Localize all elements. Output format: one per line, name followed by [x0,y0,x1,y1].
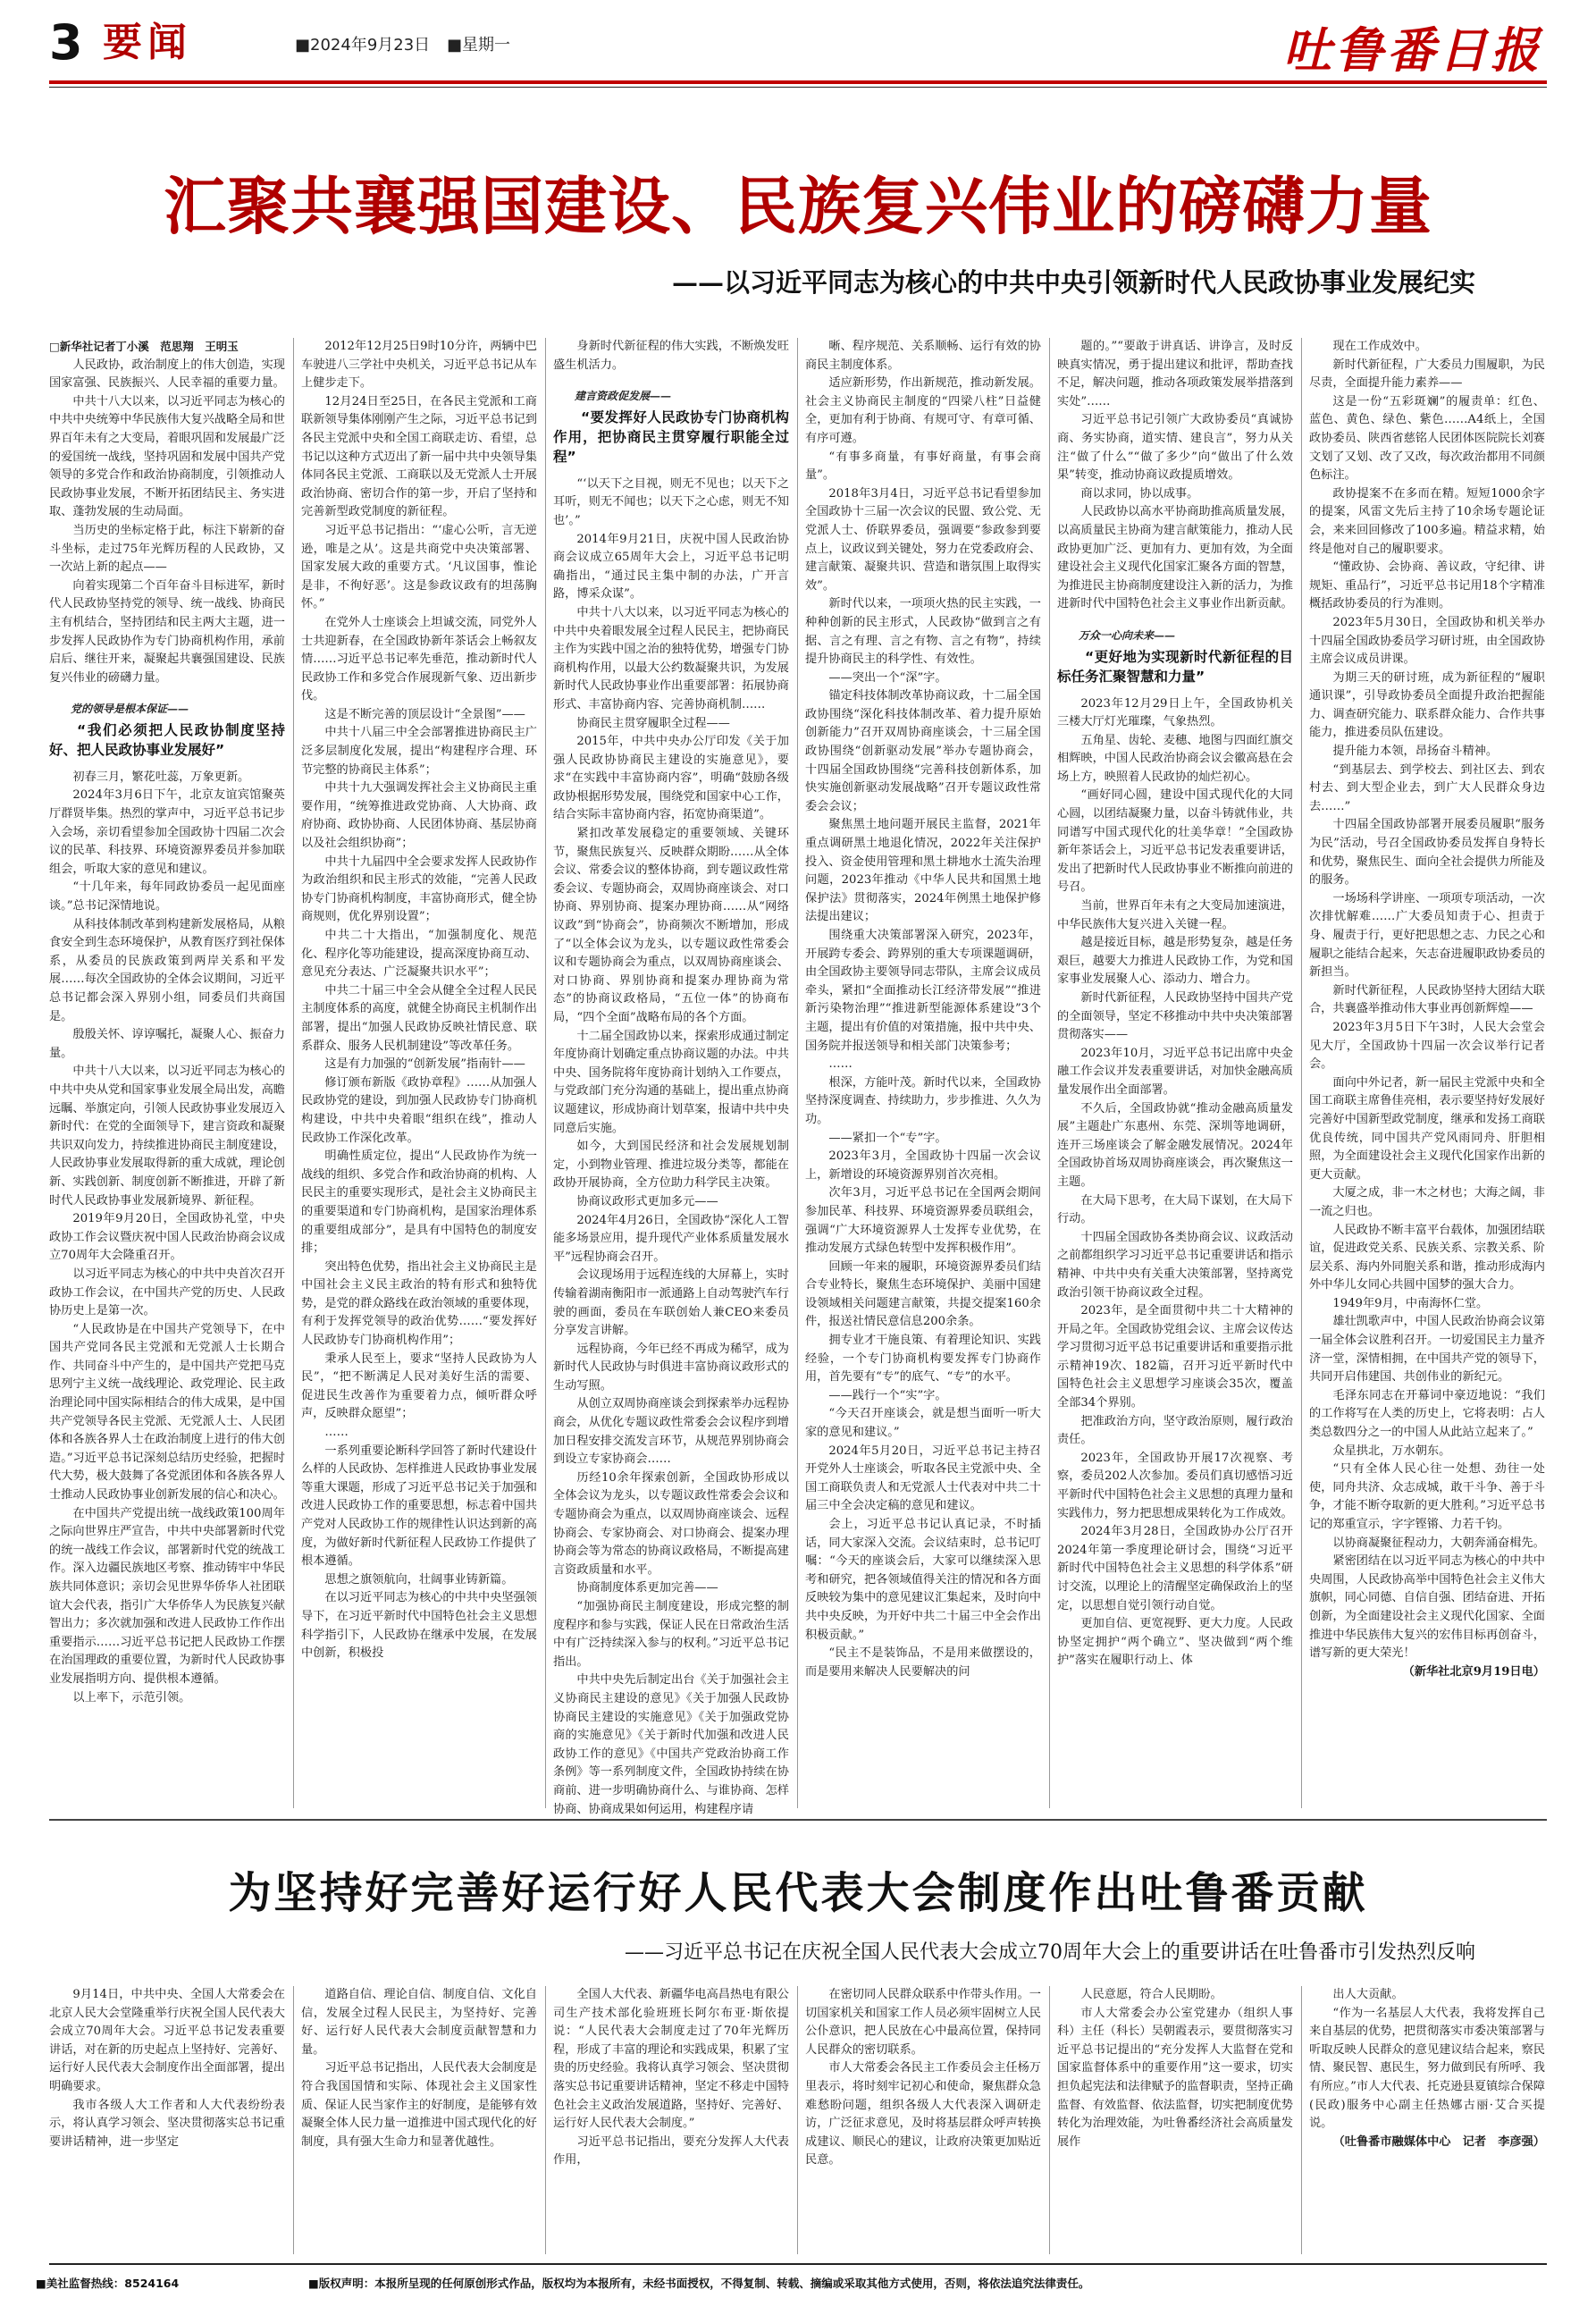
paragraph: 根深，方能叶茂。新时代以来，全国政协坚持深度调查、持续助力，步步推进、久久为功。 [805,1075,1041,1126]
paragraph: 思想之旗领航向，壮阔事业铸新篇。 [324,1572,514,1587]
paragraph: 2023年12月29日上午，全国政协机关三楼大厅灯光璀璨，气象热烈。 [1057,696,1293,729]
paragraph: 明确性质定位，提出“人民政协作为统一战线的组织、多党合作和政治协商的机构、人民民主的重要实现形式，是社会主义协商民主的重要渠道和专门协商机构，是国家治理体系的重要组成部分”，是具有中国特色的制度安排； [301,1149,537,1256]
paragraph: 新时代新征程，人民政协坚持大团结大联合，共襄盛举推动伟大事业再创新辉煌—— [1309,983,1545,1016]
paragraph: 协商议政形式更加多元—— [576,1194,718,1208]
paragraph: 新时代新征程，广大委员力围履职，为民尽责，全面提升能力素养—— [1309,358,1545,391]
newspaper-logo: 吐鲁番日报 [1283,21,1542,79]
paragraph: 2024年3月28日，全国政协办公厅召开2024年第一季度理论研讨会，围绕“习近平新时代中国特色社会主义思想的科学体系”研讨交流，以理论上的清醒坚定确保政治上的坚定，以思想自觉引领行动自觉。 [1057,1525,1293,1612]
section-title: “我们必须把人民政协制度坚持好、把人民政协事业发展好” [49,721,285,758]
paragraph: 五角星、齿轮、麦穗、地图与四面红旗交相辉映，中国人民政治协商会议会徽高悬在会场上方，映照着人民政协的灿烂初心。 [1057,733,1293,784]
paragraph: 人民政协不断丰富平台载体，加强团结联谊，促进政党关系、民族关系、宗教关系、阶层关系、海内外同胞关系和谐，推动形成海内外中华儿女同心共圆中国梦的强大合力。 [1309,1223,1545,1292]
footer-hotline: ■美社监督热线：8524164 [36,2277,180,2290]
article1-column [805,338,1041,1808]
paragraph: 锚定科技体制改革协商议政，十二届全国政协围绕“深化科技体制改革、着力提升原始创新能力”召开双周协商座谈会，十三届全国政协围绕“创新驱动发展”举办专题协商会，十四届全国政协围绕“完善科技创新体系，加快实施创新驱动发展战略”召开专题议政性常委会会议； [805,689,1041,813]
paragraph: 殷殷关怀、谆谆嘱托，凝聚人心、振奋力量。 [49,1028,285,1060]
paragraph: 2023年，全国政协开展17次视察、考察，委员202人次参加。委员们真切感悟习近平新时代中国特色社会主义思想的真理力量和实践伟力，努力把思想成果转化为工作成效。 [1057,1451,1293,1520]
paragraph: 2019年9月20日，全国政协礼堂，中央政协工作会议暨庆祝中国人民政治协商会议成立70周年大会隆重召开。 [49,1212,285,1263]
paragraph: 出人大贡献。 [1332,1988,1404,2001]
paragraph: 中共十九届四中全会要求发挥人民政协作为政治组织和民主形式的效能，“完善人民政协专门协商机构制度，丰富协商形式，健全协商规则，优化界别设置”； [301,854,537,924]
paragraph: “‘以天下之目视，则无不见也；以天下之耳听，则无不闻也；以天下之心虑，则无不知也’。” [553,476,789,527]
paragraph: 现在工作成效中。 [1332,340,1427,353]
article2-column [1057,1986,1293,2254]
paragraph: 当前，世界百年未有之大变局加速演进，中华民族伟大复兴进入关键一程。 [1057,899,1293,931]
paragraph: 在密切同人民群众联系中作带头作用。一切国家机关和国家工作人员必须牢固树立人民公仆意识，把人民放在心中最高位置，保持同人民群众的密切联系。 [805,1988,1041,2057]
paragraph: 2018年3月4日，习近平总书记看望参加全国政协十三届一次会议的民盟、致公党、无党派人士、侨联界委员，强调要“参政参到要点上，议政议到关键处，努力在党委政府会、建言献策、凝聚共识、营造和谐氛围上取得实效”。 [805,486,1041,593]
paragraph: 习近平总书记指出，要充分发挥人大代表作用， [553,2134,789,2168]
paragraph: 如今，大到国民经济和社会发展规划制定，小到物业管理、推进垃圾分类等，都能在政协开展协商，全方位助力科学民主决策。 [553,1140,789,1191]
paragraph: 秉承人民至上，要求“坚持人民政协为人民”，“把不断满足人民对美好生活的需要、促进民生改善作为重要着力点，倾听群众呼声，反映群众愿望”； [301,1351,537,1421]
column-rule [1301,1986,1302,2254]
article2-column [805,1986,1041,2254]
paragraph: 修订颁布新版《政协章程》……从加强人民政协党的建设，到加强人民政协专门协商机构建设，中共中央着眼“组织在线”，推动人民政协工作深化改革。 [301,1075,537,1145]
column-rule [545,1986,546,2254]
paragraph: 面向中外记者，新一届民主党派中央和全国工商联主席鲁佳亮相，表示要坚持好发展好完善好中国新型政党制度，继承和发扬工商联优良传统，同中国共产党风雨同舟、肝胆相照，为全面建设社会主义现代化国家作出新的更大贡献。 [1309,1075,1545,1182]
paragraph: 为期三天的研讨班，成为新征程的“履职通识课”，引导政协委员全面提升政治把握能力、调查研究能力、联系群众能力、合作共事能力，推进委员队伍建设。 [1309,670,1545,740]
paragraph: 会上，习近平总书记认真记录，不时插话，同大家深入交流。会议结束时，总书记叮嘱：“今天的座谈会后，大家可以继续深入思考和研究，把各领域值得关注的情况和各方面反映较为集中的意见建议汇集起来，及时向中共中央反映，为开好中共二十届三中全会作出积极贡献。” [805,1518,1041,1642]
paragraph: 以协商凝聚征程动力，大朝奔涌奋楫先。 [1332,1536,1545,1550]
paragraph: 中共二十届三中全会从健全全过程人民民主制度体系的高度，就健全协商民主机制作出部署，提出“加强人民政协反映社情民意、联系群众、服务人民机制建设”等改革任务。 [301,983,537,1053]
column-rule [797,338,798,1808]
paragraph: 聚焦黑土地问题开展民主监督，2021年重点调研黑土地退化情况，2022年关注保护投入、资金使用管理和黑土耕地水土流失治理问题，2023年推动《中华人民共和国黑土地保护法》贯彻落实，2024年例黑土地保护修法提出建议； [805,818,1041,924]
paragraph: 新时代新征程，人民政协坚持中国共产党的全面领导，坚定不移推动中共中央决策部署贯彻落实—— [1057,991,1293,1042]
paragraph: 中共中央先后制定出台《关于加强社会主义协商民主建设的意见》《关于加强人民政协协商民主建设的实施意见》《关于加强政党协商的实施意见》《关于新时代加强和改进人民政协工作的意见》《中国共产党政治协商工作条例》等一系列制度文件，全国政协持续在协商前、进一步明确协商什么、与谁协商、怎样协商、协商成果如何运用，构建程序请 [553,1673,789,1816]
article-subtitle: ——以习近平同志为核心的中共中央引领新时代人民政协事业发展纪实 [671,267,1475,298]
paragraph: …… [324,1426,349,1440]
footer-copyright: ■版权声明：本报所呈现的任何原创形式作品，版权均为本报所有，未经书面授权，不得复制、转载、摘编或采取其他方式使用，否则，将依法追究法律责任。 [308,2277,1090,2290]
paragraph: 新时代以来，一项项火热的民主实践，一种种创新的民主形式，人民政协“做到言之有据、言之有理、言之有物、言之有物”，持续提升协商民主的科学性、有效性。 [805,597,1041,667]
header-rule [49,80,1547,84]
article2-title: 为坚持好完善好运行好人民代表大会制度作出吐鲁番贡献 [228,1868,1368,1918]
paragraph: 一系列重要论断科学回答了新时代建设什么样的人民政协、怎样推进人民政协事业发展等重大课题，形成了习近平总书记关于加强和改进人民政协工作的重要思想，标志着中国共产党对人民政协工作的规律性认识达到新的高度，为做好新时代新征程人民政协工作提供了根本遵循。 [301,1444,537,1569]
paragraph: 2023年5月30日，全国政协和机关举办十四届全国政协委员学习研讨班，由全国政协主席会议成员讲课。 [1309,615,1545,667]
dateline-credit: （吐鲁番市融媒体中心 记者 李彦强） [1332,2134,1545,2149]
paragraph: 2023年10月，习近平总书记出席中央金融工作会议并发表重要讲话，对加快金融高质量发展作出全面部署。 [1057,1046,1293,1097]
paragraph: 人民意愿，符合人民期盼。 [1080,1988,1222,2001]
article1-column [49,338,285,1808]
article1-column [1057,338,1293,1808]
paragraph: 初春三月，繁花吐蕊，万象更新。 [72,770,250,784]
paragraph: “到基层去、到学校去、到社区去、到农村去、到大型企业去，到广大人民群众身边去……” [1309,762,1545,813]
paragraph: ——践行一个“实”字。 [828,1388,947,1402]
paragraph: 协商民主贯穿履职全过程—— [576,716,730,730]
paragraph: 身新时代新征程的伟大实践，不断焕发旺盛生机活力。 [553,340,789,372]
paragraph: 向着实现第二个百年奋斗目标进军，新时代人民政协坚持党的领导、统一战线、协商民主有机结合，坚持团结和民主两大主题，进一步发挥人民政协作为专门协商机构作用，承前启后、继往开来，凝聚起共襄强国建设、民族复兴伟业的磅礴力量。 [49,578,285,685]
paragraph: 历经10余年探索创新，全国政协形成以全体会议为龙头，以专题议政性常委会会议和专题协商会为重点，以双周协商座谈会、远程协商会、专家协商会、对口协商会、提案办理协商会等为常态的协商议政格局，不断提高建言资政质量和水平。 [553,1470,789,1577]
section-kicker: 建言资政促发展—— [575,390,672,403]
paragraph: 2024年5月20日，习近平总书记主持召开党外人士座谈会，听取各民主党派中央、全国工商联负责人和无党派人士代表对中共二十届三中全会决定稿的意见和建议。 [805,1444,1041,1513]
paragraph: 不久后，全国政协就“推动金融高质量发展”主题赴广东惠州、东莞、深圳等地调研，连开三场座谈会了解金融发展情况。2024年全国政协首场双周协商座谈会，再次聚焦这一主题。 [1057,1101,1293,1189]
paragraph: 2024年3月6日下午，北京友谊宾馆聚英厅群贤毕集。热烈的掌声中，习近平总书记步入会场，亲切看望参加全国政协十四届二次会议的民革、科技界、环境资源界委员并参加联组会，听取大家的意见和建议。 [49,788,285,876]
article-title: 汇聚共襄强国建设、民族复兴伟业的磅礴力量 [164,170,1432,243]
paragraph: 在大局下思考，在大局下谋划，在大局下行动。 [1057,1193,1293,1226]
paragraph: 习近平总书记指出：“‘虚心公听，言无逆逊，唯是之从’。这是共商党中央决策部署、国家发展大政的重要方式。‘凡议国事，惟论是非，不徇好恶’。这是参政议政有的坦荡胸怀。” [301,523,537,611]
paragraph: 9月14日，中共中央、全国人大常委会在北京人民大会堂隆重举行庆祝全国人民代表大会成立70周年大会。习近平总书记发表重要讲话，对在新的历史起点上坚持好、完善好、运行好人民代表大会制度作出全面部署，提出明确要求。 [49,1988,285,2093]
byline: □新华社记者丁小溪 范思翔 王明玉 [49,340,239,353]
paragraph: 人民政协以高水平协商助推高质量发展，以高质量民主协商为建言献策能力，推动人民政协更加广泛、更加有力、更加有效，为全面建设社会主义现代化国家汇聚各方面的智慧，为推进民主协商制度建设注入新的活力，为推进新时代中国特色社会主义事业作出新贡献。 [1057,505,1293,611]
paragraph: 更加自信、更宽视野、更大力度。人民政协坚定拥护“两个确立”、坚决做到“两个维护”落实在履职行动上、体 [1057,1617,1293,1668]
paragraph: “人民政协是在中国共产党领导下，在中国共产党同各民主党派和无党派人士长期合作、共同奋斗中产生的，是中国共产党把马克思列宁主义统一战线理论、政党理论、民主政治理论同中国实际相结合的伟大成果，是中国共产党领导各民主党派、无党派人士、人民团体和各族各界人士在政治制度上进行的伟大创造。”习近平总书记深刻总结历史经验，把握时代大势，极大鼓舞了各党派团体和各族各界人士推动人民政协事业创新发展的信心和决心。 [49,1322,285,1503]
article1-column [1309,338,1545,1808]
paragraph: 紧密团结在以习近平同志为核心的中共中央周围，人民政协高举中国特色社会主义伟大旗帜，同心同德、自信自强、团结奋进、开拓创新，为全面建设社会主义现代化国家、全面推进中华民族伟大复兴的宏伟目标再创奋斗，谱写新的更大荣光！ [1309,1554,1545,1661]
paragraph: 习近平总书记引领广大政协委员“真诚协商、务实协商，道实情、建良言”，努力从关注“做了什么”“做了多少”向“做出了什么效果”转变，推动协商议政提质增效。 [1057,413,1293,483]
column-rule [293,1986,294,2254]
paragraph: “懂政协、会协商、善议政，守纪律、讲规矩、重品行”，习近平总书记用18个字精准概括政协委员的行为准则。 [1309,560,1545,611]
paragraph: “画好同心圆，建设中国式现代化的大同心圆，以团结凝聚力量，以奋斗铸就伟业，共同谱写中国式现代化的壮美华章！”全国政协新年茶话会上，习近平总书记发表重要讲话，发出了把新时代人民政协事业不断推向前进的号召。 [1057,788,1293,895]
paragraph: 这是一份“五彩斑斓”的履责单：红色、蓝色、黄色、绿色、紫色……A4纸上，全国政协委员、陕西省慈铭人民团体医院院长刘赛文划了又划、改了又改，每次政治都用不同颜色标注。 [1309,394,1545,483]
section-heading [49,700,285,760]
paragraph: 道路自信、理论自信、制度自信、文化自信，发展全过程人民民主，为坚持好、完善好、运行好人民代表大会制度贡献智慧和力量。 [301,1988,537,2057]
paragraph: 回顾一年来的履职，环境资源界委员们结合专业特长，聚焦生态环境保护、美丽中国建设领域相关问题建言献策，共提交提案160余件，报送社情民意信息200余条。 [805,1259,1041,1329]
paragraph: “加强协商民主制度建设，形成完整的制度程序和参与实践，保证人民在日常政治生活中有广泛持续深入参与的权利。”习近平总书记指出。 [553,1600,789,1669]
article2-column [1309,1986,1545,2254]
paragraph: 市人大常委会各民主工作委员会主任杨万里表示，将时刻牢记初心和使命，聚焦群众急难愁盼问题，组织各级人大代表深入调研走访，广泛征求意见，及时将基层群众呼声转换成建议、顺民心的建议，让政府决策更加贴近民意。 [805,2061,1041,2168]
paragraph: ——紧扣一个“专”字。 [828,1131,947,1145]
column-rule [545,338,546,1808]
paragraph: 协商制度体系更加完善—— [576,1581,718,1595]
paragraph: 商以求同，协以成事。 [1080,486,1199,501]
paragraph: 市人大常委会办公室党建办（组织人事科）主任（科长）吴朝霞表示，要贯彻落实习近平总书记提出的“充分发挥人大监督在党和国家监督体系中的重要作用”这一要求，切实担负起宪法和法律赋予的监督职责，坚持正确监督、有效监督、依法监督，切实把制度优势转化为治理效能，为吐鲁番经济社会高质量发展作 [1057,2006,1293,2149]
section-kicker: 万众一心向未来—— [1079,628,1176,642]
paragraph: 一场场科学讲座、一项项专项活动，一次次排忧解难……广大委员知责于心、担责于身、履责于行，更好把思想之志、力民之心和履职之能结合起来，矢志奋进履职政协委员的新担当。 [1309,891,1545,980]
paragraph: 我市各级人大工作者和人大代表纷纷表示，将认真学习领会、坚决贯彻落实总书记重要讲话精神，进一步坚定 [49,2098,285,2149]
paragraph: “作为一名基层人大代表，我将发挥自己来自基层的优势，把贯彻落实市委决策部署与听取反映人民群众的意见建议结合起来，察民情、聚民智、惠民生，努力做到民有所呼、我有所应。”市人大代表、托克逊县夏镇综合保障(民政)服务中心副主任热娜古丽·艾合买提说。 [1309,2006,1545,2131]
article1-column [301,338,537,1808]
paragraph: 2023年3月，全国政协十四届一次会议上，新增设的环境资源界别首次亮相。 [805,1149,1041,1182]
paragraph: 围绕重大决策部署深入研究，2023年，开展跨专委会、跨界别的重大专项课题调研，由全国政协主要领导同志带队，主席会议成员牵头，紧扣“全面推动长江经济带发展”“推进新污染物治理”“推进新型能源体系建设”3个主题，提出有价值的对策措施，报中共中央、国务院并报送领导和相关部门决策参考； [805,929,1041,1053]
paragraph: 习近平总书记指出，人民代表大会制度是符合我国国情和实际、体现社会主义国家性质、保证人民当家作主的好制度，是能够有效凝聚全体人民力量一道推进中国式现代化的好制度，具有强大生命力和显著优越性。 [301,2061,537,2149]
footer-rule [49,2263,1547,2265]
paragraph: 2012年12月25日9时10分许，两辆中巴车驶进八三学社中央机关，习近平总书记从车上健步走下。 [301,340,537,391]
paragraph: 在党外人士座谈会上坦诚交流，同党外人士共迎新春，在全国政协新年茶话会上畅叙友情……习近平总书记率先垂范，推动新时代人民政协工作和多党合作展现新气象、迈出新步伐。 [301,615,537,703]
paragraph: 突出特色优势，指出社会主义协商民主是中国社会主义民主政治的特有形式和独特优势，是党的群众路线在政治领域的重要体现，有利于发挥党领导的政治优势……“要发挥好人民政协专门协商机构作用”； [301,1259,537,1348]
issue-weekday: ■星期一 [447,36,511,55]
paragraph: 当历史的坐标定格于此，标注下崭新的奋斗坐标，走过75年光辉历程的人民政协，又一次站上新的起点—— [49,523,285,575]
paragraph: 从创立双周协商座谈会到探索举办远程协商会，从优化专题议政性常委会会议程序到增加日程安排交流发言环节，从规范界别协商会到设立专家协商会…… [553,1397,789,1467]
paragraph: 中共十八大以来，以习近平同志为核心的中共中央着眼发展全过程人民民主，把协商民主作为实践中国之治的独特优势，增强专门协商机构作用，以最大公约数凝聚共识，为发展新时代人民政协事业作出重要部署：拓展协商形式、丰富协商内容、完善协商机制…… [553,605,789,711]
paragraph: “十几年来，每年同政协委员一起见面座谈。”总书记深情地说。 [49,880,285,913]
paragraph: 毛泽东同志在开幕词中豪迈地说：“我们的工作将写在人类的历史上，它将表明：占人类总数四分之一的中国人从此站立起来了。” [1309,1388,1545,1440]
paragraph: 这是有力加强的“创新发展”指南针—— [324,1057,525,1072]
paragraph: 雄壮凯歌声中，中国人民政治协商会议第一届全体会议胜利召开。一切爱国民主力量齐济一堂，深情相拥，在中国共产党的领导下，共同开启伟建国、共创伟业的新纪元。 [1309,1315,1545,1385]
paragraph: 以习近平同志为核心的中共中央首次召开政协工作会议，在中国共产党的历史、人民政协历史上是第一次。 [49,1267,285,1318]
paragraph: 适应新形势，作出新规范，推动新发展。社会主义协商民主制度的“四梁八柱”日益健全，更加有利于协商、有规可守、有章可循、有序可遵。 [805,376,1041,445]
paragraph: 2015年，中共中央办公厅印发《关于加强人民政协协商民主建设的实施意见》，要求“在实践中丰富协商内容”，明确“鼓励各级政协根据形势发展，围绕党和国家中心工作，结合实际丰富协商内容，拓宽协商渠道”。 [553,735,789,822]
paragraph: 中共十八大以来，以习近平同志为核心的中共中央从党和国家事业发展全局出发，高瞻远瞩、举旗定向，引领人民政协事业发展迈入新时代：在党的全面领导下，建言资政和凝聚共识双向发力，持续推进协商民主制度建设，人民政协事业发展取得新的重大成就，理论创新、实践创新、制度创新不断推进，开辟了新时代人民政协事业发展新境界、新征程。 [49,1065,285,1208]
paragraph: 这是不断完善的顶层设计“全景图”—— [324,707,525,721]
paragraph: ——突出一个“深”字。 [828,670,947,685]
paragraph: 众星拱北，万水朝东。 [1332,1444,1451,1458]
column-rule [797,1986,798,2254]
paragraph: “民主不是装饰品，不是用来做摆设的，而是要用来解决人民要解决的问 [805,1646,1041,1679]
section-heading [553,387,789,467]
paragraph: 十四届全国政协部署开展委员履职“服务为民”活动，号召全国政协委员发挥自身特长和优势，聚焦民生、面向全社会提供力所能及的服务。 [1309,818,1545,888]
paragraph: 十四届全国政协各类协商会议、议政活动之前都组织学习习近平总书记重要讲话和指示精神、中共中央有关重大决策部署，坚持离党政治引领干协商议政全过程。 [1057,1230,1293,1300]
paragraph: 次年3月，习近平总书记在全国两会期间参加民革、科技界、环境资源界委员联组会，强调“广大环境资源界人士发挥专业优势，在推动发展方式绿色转型中发挥积极作用”。 [805,1186,1041,1256]
section-title: 要闻 [103,20,192,65]
section-kicker: 党的领导是根本保证—— [71,703,189,716]
paragraph: 全国人大代表、新疆华电高昌热电有限公司生产技术部化验班班长阿尔布亚·斯依提说：“人民代表大会制度走过了70年光辉历程，形成了丰富的理论和实践成果，积累了宝贵的历史经验。我将认真学习领会、坚决贯彻落实总书记重要讲话精神，坚定不移走中国特色社会主义政治发展道路，坚持好、完善好、运行好人民代表大会制度。” [553,1988,789,2131]
article-divider [49,1819,1547,1821]
section-heading [1057,627,1293,686]
paragraph: 2014年9月21日，庆祝中国人民政治协商会议成立65周年大会上，习近平总书记明确指出，“通过民主集中制的办法，广开言路，博采众谋”。 [553,532,789,602]
paragraph: 2023年，是全面贯彻中共二十大精神的开局之年。全国政协党组会议、主席会议传达学习贯彻习近平总书记重要讲话和重要指示批示精神19次、182篇，召开习近平新时代中国特色社会主义思想学习座谈会35次，覆盖全部34个界别。 [1057,1304,1293,1410]
paragraph: …… [828,1057,853,1072]
paragraph: 1949年9月，中南海怀仁堂。 [1332,1296,1489,1310]
paragraph: 人民政协，政治制度上的伟大创造，实现国家富强、民族振兴、人民幸福的重要力量。 [49,358,285,391]
paragraph: 2024年4月26日，全国政协“深化人工智能多场景应用，提升现代产业体系质量发展水平”远程协商会召开。 [553,1213,789,1264]
page-number: 3 [49,14,83,71]
paragraph: 中共十八届三中全会部署推进协商民主广泛多层制度化发展，提出“构建程序合理、环节完整的协商民主体系”； [301,726,537,777]
paragraph: 提升能力本领，昂扬奋斗精神。 [1332,745,1499,759]
article1-column [553,338,789,1816]
paragraph: 中共十八大以来，以习近平同志为核心的中共中央统筹中华民族伟大复兴战略全局和世界百年未有之大变局，着眼巩固和发展最广泛的爱国统一战线，坚持巩固和发展中国共产党领导的多党合作和政治协商制度，引领推动人民政协事业发展，不断开拓团结民主、务实进取、蓬勃发展的生动局面。 [49,394,285,519]
article2-subtitle: ——习近平总书记在庆祝全国人民代表大会成立70周年大会上的重要讲话在吐鲁番市引发热烈反响 [625,1941,1475,1964]
paragraph: 2023年3月5日下午3时，人民大会堂会见大厅，全国政协十四届一次会议举行记者会。 [1309,1020,1545,1072]
paragraph: 越是接近目标，越是形势复杂，越是任务艰巨，越要大力推进人民政协工作，为党和国家事业发展聚人心、添动力、增合力。 [1057,936,1293,987]
paragraph: 晰、程序规范、关系顺畅、运行有效的协商民主制度体系。 [805,340,1041,372]
paragraph: 把准政治方向，坚守政治原则，履行政治责任。 [1057,1414,1293,1447]
column-rule [1049,1986,1050,2254]
paragraph: 远程协商，今年已经不再成为稀罕，成为新时代人民政协与时俱进丰富协商议政形式的生动写照。 [553,1342,789,1393]
header-rule-thin [49,87,1547,88]
paragraph: 在中国共产党提出统一战线政策100周年之际向世界庄严宣告，中共中央部署新时代党的统一战线工作会议，部署新时代党的统战工作。深入边疆民族地区考察、推动铸牢中华民族共同体意识；亲切会见世界华侨华人社团联谊大会代表，指引广大华侨华人为民族复兴献智出力；多次就加强和改进人民政协工作作出重要指示……习近平总书记把人民政协工作摆在治国理政的重要位置，为新时代人民政协事业发展指明方向、提供根本遵循。 [49,1506,285,1686]
paragraph: 中共二十大指出，“加强制度化、规范化、程序化等功能建设，提高深度协商互动、意见充分表达、广泛凝聚共识水平”； [301,929,537,980]
paragraph: “今天召开座谈会，就是想当面听一听大家的意见和建议。” [805,1407,1041,1440]
paragraph: 以上率下，示范引领。 [72,1690,191,1705]
column-rule [1301,338,1302,1808]
paragraph: “有事多商量，有事好商量，有事会商量”。 [805,450,1041,483]
column-rule [1049,338,1050,1808]
paragraph: 中共十九大强调发挥社会主义协商民主重要作用，“统筹推进政党协商、人大协商、政府协商、政协协商、人民团体协商、基层协商以及社会组织协商”； [301,781,537,851]
paragraph: 在以习近平同志为核心的中共中央坚强领导下，在习近平新时代中国特色社会主义思想科学指引下，人民政协在继承中发展，在发展中创新，积极投 [301,1591,537,1661]
column-rule [293,338,294,1808]
paragraph: 会议现场用于远程连线的大屏幕上，实时传输着湖南衡阳市一派通路上自动驾驶汽车行驶的画面，委员在车联创始人兼CEO来委员分享发言讲解。 [553,1268,789,1338]
paragraph: 题的。”“要敢于讲真话、讲诤言，及时反映真实情况，勇于提出建议和批评，帮助查找不足，解决问题，推动各项政策发展举措落到实处”…… [1057,340,1293,408]
paragraph: 从科技体制改革到构建新发展格局，从粮食安全到生态环境保护，从教育医疗到社保体系，从委员的民族政策到两岸关系和平发展……每次全国政协的全体会议期间，习近平总书记都会深入界别小组，同委员们共商国是。 [49,917,285,1023]
paragraph: 政协提案不在多而在精。短短1000余字的提案，风雷文先后主持了10余场专题论证会，来来回回修改了100多遍。精益求精，始终是他对自己的履职要求。 [1309,486,1545,556]
paragraph: 紧扣改革发展稳定的重要领域、关键环节，聚焦民族复兴、反映群众期盼……从全体会议、常委会议的整体协商，到专题议政性常委会议、专题协商会，双周协商座谈会、对口协商、界别协商、提案办理协商……从“网络议政”到“协商会”，协商频次不断增加，形成了“以全体会议为龙头，以专题议政性常委会议和专题协商会为重点，以双周协商座谈会、对口协商、界别协商和提案办理协商为常态”的协商议政格局，“五位一体”的协商布局，“四个全面”战略布局的各个方面。 [553,827,789,1024]
paragraph: “只有全体人民心往一处想、劲往一处使，同舟共济、众志成城，敢干斗争、善于斗争，才能不断夺取新的更大胜利。”习近平总书记的郑重宣示，字字铿锵、力若千钧。 [1309,1462,1545,1531]
paragraph: 拥专业才干施良策、有着理论知识、实践经验，一个专门协商机构要发挥专门协商作用，首先要有“专”的底气、“专”的水平。 [805,1334,1041,1385]
article2-column [301,1986,537,2254]
paragraph: 十二届全国政协以来，探索形成通过制定年度协商计划确定重点协商议题的办法。中共中央、国务院将年度协商计划纳入工作要点，与党政部门充分沟通的基础上，提出重点协商议题建议，形成协商计划草案，报请中共中央同意后实施。 [553,1029,789,1135]
article2-column [553,1986,789,2254]
section-title: “更好地为实现新时代新征程的目标任务汇聚智慧和力量” [1057,648,1293,685]
issue-date: ■2024年9月23日 [295,36,431,55]
article2-column [49,1986,285,2254]
paragraph: 大厦之成，非一木之材也；大海之阔，非一流之归也。 [1309,1186,1545,1218]
section-title: “要发挥好人民政协专门协商机构作用，把协商民主贯穿履行职能全过程” [553,408,789,465]
paragraph: 12月24日至25日，在各民主党派和工商联新领导集体刚刚产生之际，习近平总书记到各民主党派中央和全国工商联走访、看望，总书记以这种方式迈出了新一届中共中央领导集体同各民主党派、工商联以及无党派人士开展政治协商、密切合作的第一步，开启了坚持和完善新型政党制度的新征程。 [301,394,537,519]
dateline-credit: （新华社北京9月19日电） [1402,1664,1545,1679]
